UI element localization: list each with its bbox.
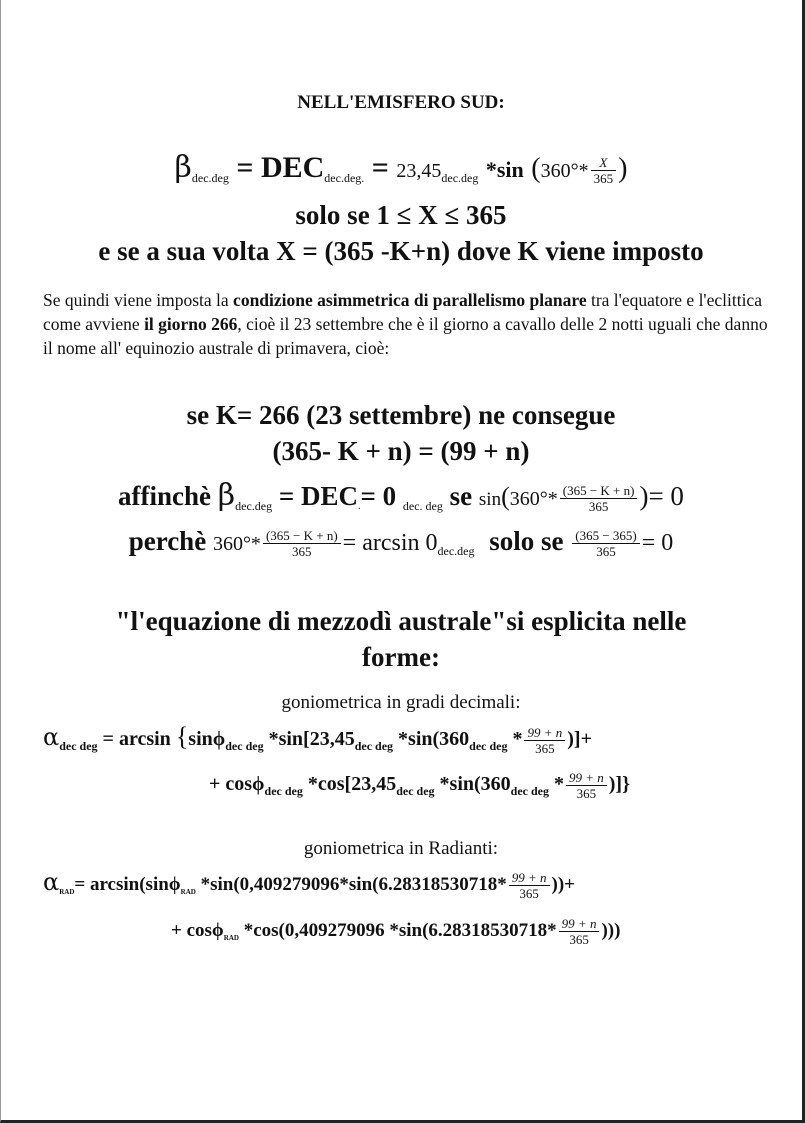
formula-degrees-line-1	[43, 722, 592, 756]
fraction: $\frac{99 + n}{365}$	[509, 870, 550, 901]
subscript: dec.deg	[235, 499, 273, 513]
subscript: dec.deg	[437, 544, 475, 558]
label-degrees: goniometrica in gradi decimali:	[281, 692, 521, 713]
cos-phi: + cosϕ	[209, 773, 265, 796]
beta-symbol: β	[174, 150, 192, 185]
text: tra l'equatore e l'eclittica come avviene	[43, 290, 762, 334]
eq-zero: = 0	[360, 481, 397, 511]
term: *sin(0,409279096*sin(6.28318530718*	[195, 874, 507, 895]
formula-radians-line-1	[43, 868, 575, 901]
subscript: dec deg	[225, 739, 264, 753]
sin-phi: sinϕ	[188, 728, 226, 750]
subscript: dec deg	[264, 784, 303, 799]
fraction: $\frac{(365 - K + n)}{365}$	[560, 483, 638, 514]
arcsin-term: = arcsin 0	[342, 530, 438, 556]
word: affinchè	[118, 481, 212, 511]
dot: .	[358, 501, 361, 512]
cos-phi: + cosϕ	[171, 919, 224, 941]
explanation-paragraph	[43, 288, 773, 360]
equation-perche	[1, 526, 801, 559]
deg: 360°*	[509, 488, 558, 510]
eq-dec: = DEC	[278, 481, 359, 511]
star: *	[512, 728, 523, 750]
text: , cioè il 23 settembre che è il giorno a cavallo delle 2 notti uguali che danno il nome all' equinozio australe di primavera, cioè:	[43, 314, 768, 358]
subscript: dec deg	[510, 784, 549, 799]
subscript: RAD	[223, 933, 239, 942]
constant: 23,45	[396, 160, 442, 182]
arcsin: = arcsin	[102, 728, 171, 750]
term: *sin(360	[439, 773, 511, 796]
formula-degrees-line-2	[209, 770, 630, 801]
title-line-2: forme:	[362, 642, 440, 672]
section-heading: NELL'EMISFERO SUD:	[297, 92, 505, 113]
fraction: $\frac{(365 - K + n)}{365}$	[263, 528, 341, 559]
subscript: dec.deg	[441, 171, 479, 185]
tail: )]}	[608, 773, 630, 796]
n-statement: (365- K + n) = (99 + n)	[272, 436, 530, 466]
paren: )	[618, 153, 628, 184]
condition-k: e se a sua volta X = (365 -K+n) dove K viene imposto	[98, 236, 704, 266]
subscript: dec deg	[469, 739, 508, 753]
deg: 360°*	[540, 160, 589, 182]
star: *	[553, 773, 564, 796]
fraction: $\frac{99 + n}{365}$	[566, 770, 607, 801]
subscript: dec deg	[396, 784, 435, 799]
alpha-symbol: α	[43, 868, 60, 896]
subscript: dec deg	[354, 739, 394, 753]
tail: )= 0	[639, 481, 684, 511]
subscript: dec.deg	[191, 171, 229, 185]
fraction: $\frac{99 + n}{365}$	[524, 725, 565, 756]
tail: )]+	[567, 728, 592, 750]
k-statement: se K= 266 (23 settembre) ne consegue	[186, 400, 616, 430]
subscript: dec.deg.	[324, 171, 365, 185]
bold-text: condizione asimmetrica di parallelismo planare	[233, 290, 587, 310]
brace: {	[175, 722, 189, 751]
label-radians: goniometrica in Radianti:	[303, 838, 499, 859]
subscript: dec. deg	[402, 499, 443, 513]
sin-op: sin	[478, 489, 502, 510]
term: *sin(360	[398, 728, 470, 750]
text: Se quindi viene imposta la	[43, 290, 234, 310]
eq-sign: =	[371, 151, 389, 184]
word: solo se	[489, 526, 564, 556]
word: perchè	[128, 526, 207, 556]
term: *cos(0,409279096 *sin(6.28318530718*	[238, 919, 557, 941]
tail: )))	[601, 919, 621, 941]
word: se	[449, 481, 473, 511]
fraction: $\frac{X}{365}$	[591, 155, 617, 186]
condition-range: solo se 1 ≤ X ≤ 365	[295, 200, 507, 230]
sin-op: *sin	[485, 157, 524, 182]
title-line-1: "l'equazione di mezzodì australe"si esplicita nelle	[115, 606, 687, 636]
deg: 360°*	[212, 533, 261, 555]
paren: (	[531, 153, 541, 184]
fraction: $\frac{(365 - 365)}{365}$	[572, 528, 640, 559]
formula-radians-line-2	[171, 916, 620, 947]
subscript: RAD	[59, 888, 75, 896]
subscript: dec deg	[59, 739, 98, 753]
equation-affinche	[1, 478, 801, 514]
term: = arcsin(sinϕ	[74, 874, 181, 895]
fraction: $\frac{99 + n}{365}$	[559, 916, 600, 947]
paren: (	[501, 482, 510, 511]
term: *sin[23,45	[268, 728, 355, 750]
tail: = 0	[641, 530, 674, 556]
eq-dec: = DEC	[236, 151, 325, 184]
alpha-symbol: α	[43, 723, 60, 751]
equation-declination	[1, 150, 801, 186]
beta-symbol: β	[217, 478, 236, 513]
bold-text: il giorno 266	[144, 314, 238, 334]
tail: ))+	[551, 874, 575, 895]
term: *cos[23,45	[307, 773, 397, 796]
subscript: RAD	[180, 888, 196, 896]
